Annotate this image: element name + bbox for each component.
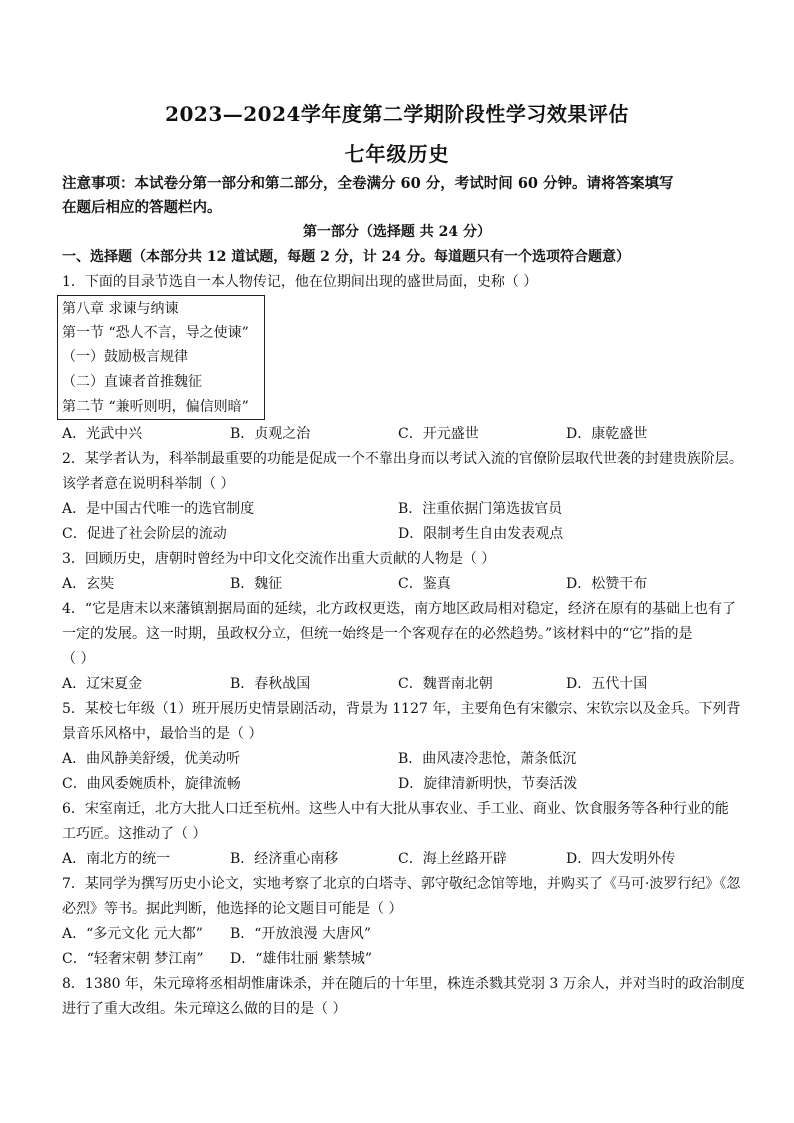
question-6-stem: 6．宋室南迁，北方大批人口迁至杭州。这些人中有大批从事农业、手工业、商业、饮食服务等各种行业的能 — [62, 801, 729, 817]
notice-line-1: 注意事项：本试卷分第一部分和第二部分，全卷满分 60 分，考试时间 60 分钟。请将答案填写 — [62, 175, 674, 192]
option-b: B．魏征 — [230, 576, 283, 592]
option-c: C．促进了社会阶层的流动 — [62, 526, 227, 542]
option-c: C．开元盛世 — [398, 426, 479, 442]
option-b: B．注重依据门第选拔官员 — [398, 501, 563, 517]
option-d: D．康乾盛世 — [566, 426, 648, 442]
option-b: B．曲风凄冷悲怆，萧条低沉 — [398, 751, 577, 767]
toc-line: 第二节 “兼听则明，偏信则暗” — [62, 399, 249, 415]
option-d: D．四大发明外传 — [566, 851, 676, 867]
question-5-stem: 5．某校七年级（1）班开展历史情景剧活动，背景为 1127 年，主要角色有宋徽宗、宋钦宗以及金兵。下列背 — [62, 701, 741, 717]
section-heading: 一、选择题（本部分共 12 道试题，每题 2 分，计 24 分。每道题只有一个选项符合题意） — [62, 249, 630, 265]
toc-line: 第八章 求谏与纳谏 — [62, 301, 179, 317]
option-c: C．鉴真 — [398, 576, 451, 592]
option-a: A．玄奘 — [62, 576, 115, 592]
question-4-stem: 一定的发展。这一时期，虽政权分立，但统一始终是一个客观存在的必然趋势。”该材料中的“它”指的是 — [62, 626, 693, 642]
option-a: A．辽宋夏金 — [62, 676, 143, 692]
part-heading: 第一部分（选择题 共 24 分） — [302, 224, 492, 240]
question-1-stem: 1．下面的目录节选自一本人物传记，他在位期间出现的盛世局面，史称（ ） — [62, 274, 538, 290]
question-7-stem: 7．某同学为撰写历史小论文，实地考察了北京的白塔寺、郭守敬纪念馆等地，并购买了《马可·波罗行纪》《忽 — [62, 876, 741, 892]
option-b: B．“开放浪漫 大唐风” — [230, 926, 372, 942]
option-d: D．“雄伟壮丽 紫禁城” — [230, 951, 372, 967]
option-b: B．春秋战国 — [230, 676, 311, 692]
question-7-stem: 必烈》等书。据此判断，他选择的论文题目可能是（ ） — [62, 901, 403, 917]
toc-line: 第一节 “恐人不言，导之使谏” — [62, 325, 249, 341]
option-c: C．“轻奢宋朝 梦江南” — [62, 951, 204, 967]
toc-line: （一）鼓励极言规律 — [62, 349, 188, 365]
question-2-stem: 2．某学者认为，科举制最重要的功能是促成一个不靠出身而以考试入流的官僚阶层取代世袭的封建贵族阶层。 — [62, 451, 743, 467]
question-8-stem: 进行了重大改组。朱元璋这么做的目的是（ ） — [62, 1001, 347, 1017]
option-d: D．旋律清新明快，节奏活泼 — [398, 776, 578, 792]
option-c: C．曲风委婉质朴，旋律流畅 — [62, 776, 241, 792]
toc-line: （二）直谏者首推魏征 — [62, 374, 202, 390]
question-4-stem: 4．“它是唐末以来藩镇割据局面的延续，北方政权更迭，南方地区政局相对稳定，经济在原有的基础上也有了 — [62, 601, 737, 617]
exam-subtitle: 七年级历史 — [344, 142, 450, 166]
option-a: A．光武中兴 — [62, 426, 143, 442]
option-c: C．魏晋南北朝 — [398, 676, 493, 692]
option-b: B．贞观之治 — [230, 426, 311, 442]
question-5-stem: 景音乐风格中，最恰当的是（ ） — [62, 726, 263, 742]
option-a: A．是中国古代唯一的选官制度 — [62, 501, 255, 517]
option-a: A．“多元文化 元大都” — [62, 926, 203, 942]
option-a: A．曲风静美舒缓，优美动听 — [62, 751, 241, 767]
option-b: B．经济重心南移 — [230, 851, 339, 867]
option-c: C．海上丝路开辟 — [398, 851, 507, 867]
option-d: D．五代十国 — [566, 676, 648, 692]
question-4-stem: （ ） — [62, 651, 95, 667]
option-d: D．松赞干布 — [566, 576, 648, 592]
question-8-stem: 8．1380 年，朱元璋将丞相胡惟庸诛杀，并在随后的十年里，株连杀戮其党羽 3 万余人，并对当时的政治制度 — [62, 976, 745, 992]
question-2-stem: 该学者意在说明科举制（ ） — [62, 476, 235, 492]
notice-line-2: 在题后相应的答题栏内。 — [62, 199, 222, 216]
question-3-stem: 3．回顾历史，唐朝时曾经为中印文化交流作出重大贡献的人物是（ ） — [62, 551, 496, 567]
option-d: D．限制考生自由发表观点 — [398, 526, 564, 542]
option-a: A．南北方的统一 — [62, 851, 171, 867]
exam-title: 2023—2024学年度第二学期阶段性学习效果评估 — [165, 102, 629, 126]
question-6-stem: 工巧匠。这推动了（ ） — [62, 826, 207, 842]
